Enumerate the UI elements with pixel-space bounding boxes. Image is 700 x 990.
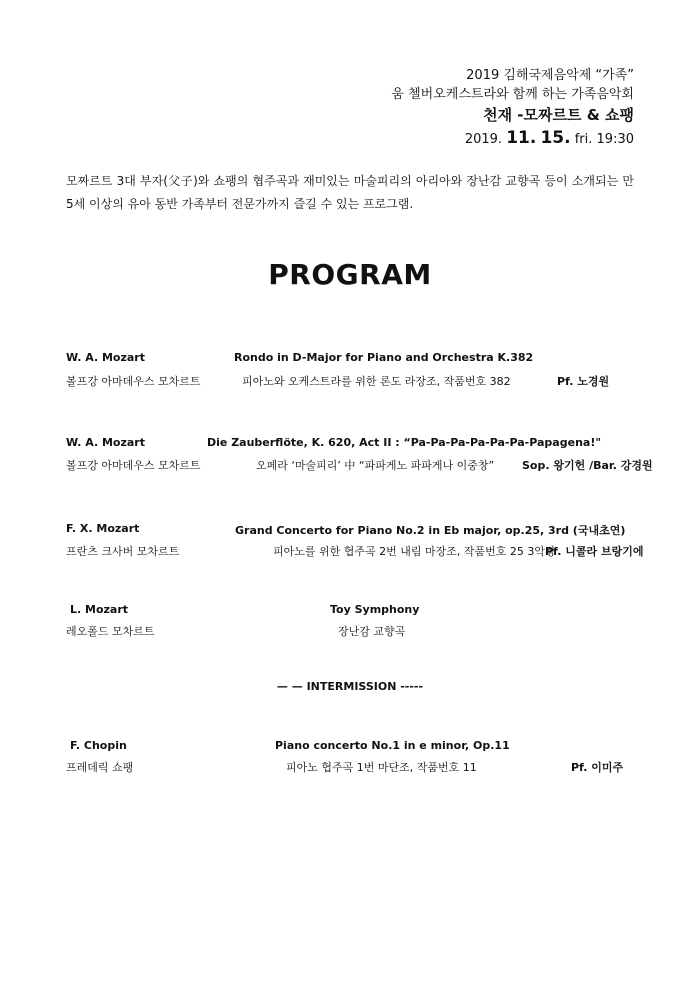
- program-4-composer-kr: 레오폴드 모차르트: [66, 625, 155, 638]
- program-5-composer: F. Chopin: [70, 739, 127, 752]
- program-2-composer: W. A. Mozart: [66, 436, 145, 449]
- program-5-composer-kr: 프레데릭 쇼팽: [66, 761, 134, 774]
- program-3-composer-kr: 프란츠 크사버 모차르트: [66, 545, 180, 558]
- program-5-work: Piano concerto No.1 in e minor, Op.11: [275, 739, 510, 752]
- date-day: 15.: [540, 128, 571, 148]
- program-3-work-kr: 피아노를 위한 협주곡 2번 내림 마장조, 작품번호 25 3악장: [273, 545, 556, 558]
- program-1-performer: Pf. 노경원: [557, 375, 610, 388]
- program-1-work-kr: 피아노와 오케스트라를 위한 론도 라장조, 작품번호 382: [242, 375, 511, 388]
- program-1-composer: W. A. Mozart: [66, 351, 145, 364]
- program-3-composer: F. X. Mozart: [66, 522, 140, 535]
- program-2-work-kr: 오페라 ‘마술피리’ 中 “파파게노 파파게나 이중창”: [256, 459, 495, 472]
- program-2-composer-kr: 볼프강 아마데우스 모차르트: [66, 459, 201, 472]
- program-1-composer-kr: 볼프강 아마데우스 모차르트: [66, 375, 201, 388]
- program-2-work: Die Zauberflöte, K. 620, Act II : “Pa-Pa-Pa-Pa-Pa-Pa-Papagena!": [207, 436, 602, 449]
- festival-line: 2019 김해국제음악제 “가족”: [466, 68, 634, 83]
- program-5-performer: Pf. 이미주: [571, 761, 624, 774]
- date-time: fri. 19:30: [574, 132, 634, 147]
- program-3-work: Grand Concerto for Piano No.2 in Eb major, op.25, 3rd (국내초연): [235, 524, 626, 537]
- program-1-work: Rondo in D-Major for Piano and Orchestra K.382: [234, 351, 534, 364]
- concert-title: 천재 -모짜르트 & 쇼팽: [483, 106, 634, 124]
- intro-paragraph: 모짜르트 3대 부자(父子)와 쇼팽의 협주곡과 재미있는 마술피리의 아리아와 장난감 교향곡 등이 소개되는 만5세 이상의 유아 동반 가족부터 전문가까지 즐길 수 있는 프로그램.: [66, 174, 634, 211]
- intermission-label: — — INTERMISSION -----: [276, 680, 424, 693]
- program-2-performer: Sop. 왕기헌 /Bar. 강경원: [522, 459, 653, 472]
- program-4-composer: L. Mozart: [70, 603, 129, 616]
- orchestra-line: 움 첼버오케스트라와 함께 하는 가족음악회: [391, 87, 634, 102]
- concert-header: [391, 66, 634, 149]
- concert-date: [391, 129, 634, 149]
- program-4-work-kr: 장난감 교향곡: [338, 625, 406, 638]
- date-year: 2019.: [464, 132, 503, 147]
- program-title: PROGRAM: [268, 258, 432, 291]
- program-5-work-kr: 피아노 협주곡 1번 마단조, 작품번호 11: [286, 761, 477, 774]
- program-3-performer: Pf. 니콜라 브랑기에: [545, 545, 644, 558]
- program-4-work: Toy Symphony: [330, 603, 420, 616]
- date-month: 11.: [506, 128, 537, 148]
